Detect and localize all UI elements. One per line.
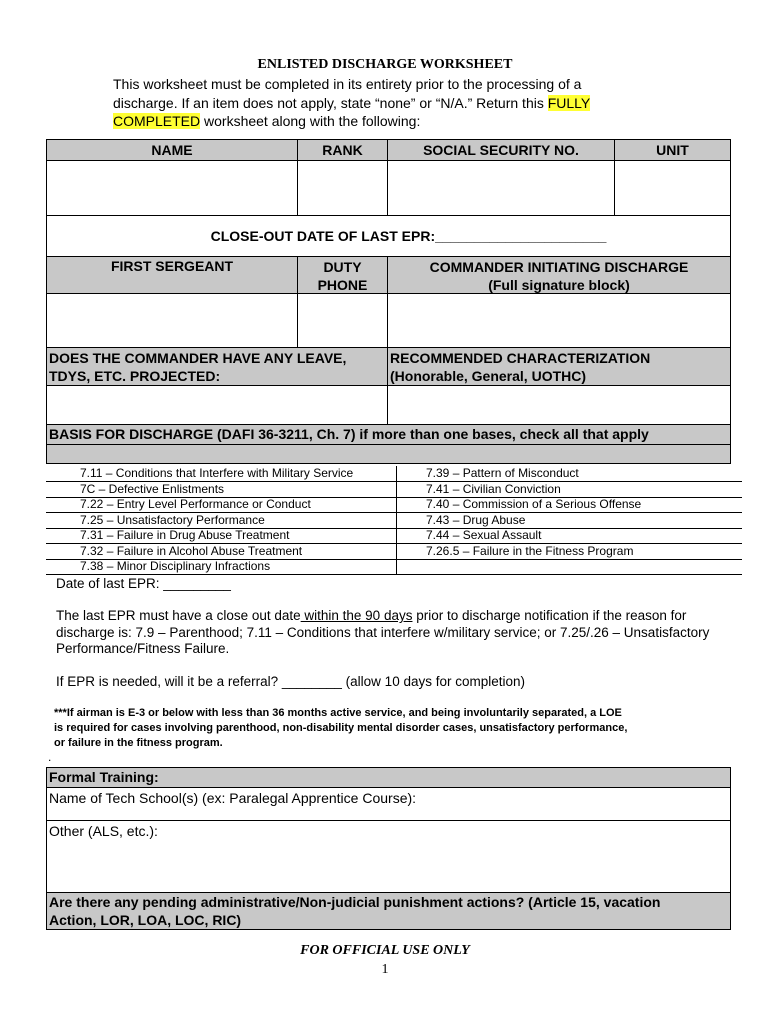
e3-note: ***If airman is E-3 or below with less than 36 months active service, and being involuntarily separated, a LOE is required for cases involving parenthood, non-disability mental disorder cases, unsatisfactory performance, or failure in the fitness program.: [54, 707, 628, 749]
header-rank: RANK: [297, 139, 388, 161]
basis-option-7-44[interactable]: 7.44 – Sexual Assault: [426, 528, 542, 542]
rank-field[interactable]: [297, 160, 388, 216]
highlight-fully: FULLY: [547, 94, 591, 111]
referral-question[interactable]: If EPR is needed, will it be a referral? ________ (allow 10 days for completion): [56, 674, 525, 689]
commander-field[interactable]: [387, 293, 731, 348]
document-title: ENLISTED DISCHARGE WORKSHEET: [257, 57, 513, 72]
basis-option-7-43[interactable]: 7.43 – Drug Abuse: [426, 513, 526, 527]
basis-option-7-11[interactable]: 7.11 – Conditions that Interfere with Military Service: [80, 466, 354, 480]
page-number: 1: [381, 962, 389, 977]
header-ssn: SOCIAL SECURITY NO.: [387, 139, 615, 161]
intro-line-1: This worksheet must be completed in its entirety prior to the processing of a: [113, 76, 582, 92]
date-last-epr[interactable]: Date of last EPR: _________: [56, 576, 231, 591]
tech-school-field[interactable]: Name of Tech School(s) (ex: Paralegal Apprentice Course):: [46, 787, 731, 821]
basis-option-7-32[interactable]: 7.32 – Failure in Alcohol Abuse Treatment: [80, 544, 303, 558]
first-sergeant-field[interactable]: [46, 293, 298, 348]
basis-option-7-39[interactable]: 7.39 – Pattern of Misconduct: [426, 466, 579, 480]
header-commander: COMMANDER INITIATING DISCHARGE (Full signature block): [387, 256, 731, 294]
ssn-field[interactable]: [387, 160, 615, 216]
characterization-field[interactable]: [387, 385, 731, 425]
basis-option-7-22[interactable]: 7.22 – Entry Level Performance or Conduct: [80, 497, 311, 511]
intro-line-3: COMPLETED worksheet along with the following:: [113, 113, 421, 129]
header-formal-training: Formal Training:: [46, 767, 731, 788]
basis-option-7-25[interactable]: 7.25 – Unsatisfactory Performance: [80, 513, 265, 527]
header-unit: UNIT: [614, 139, 731, 161]
epr-paragraph: The last EPR must have a close out date within the 90 days prior to discharge notification if the reason for discharge is: 7.9 – Parenthood; 7.11 – Conditions that interfere w/military service; or 7.25/.26 – Unsatisfactory Performance/Fitness Failure.: [56, 608, 710, 656]
intro-paragraph: [113, 75, 673, 131]
basis-option-7-41[interactable]: 7.41 – Civilian Conviction: [426, 482, 561, 496]
basis-option-7-38[interactable]: 7.38 – Minor Disciplinary Infractions: [80, 559, 271, 573]
closeout-date-row[interactable]: CLOSE-OUT DATE OF LAST EPR:______________________: [46, 215, 731, 257]
fouo-footer: FOR OFFICIAL USE ONLY: [300, 943, 470, 958]
duty-phone-field[interactable]: [297, 293, 388, 348]
header-characterization: RECOMMENDED CHARACTERIZATION (Honorable, General, UOTHC): [387, 347, 731, 386]
basis-option-7-31[interactable]: 7.31 – Failure in Drug Abuse Treatment: [80, 528, 290, 542]
header-basis: BASIS FOR DISCHARGE (DAFI 36-3211, Ch. 7) if more than one bases, check all that apply: [46, 424, 731, 445]
basis-gray-row: [46, 444, 731, 464]
highlight-completed: COMPLETED: [113, 113, 201, 129]
basis-option-7c[interactable]: 7C – Defective Enlistments: [80, 482, 225, 496]
header-first-sergeant: FIRST SERGEANT: [46, 256, 298, 294]
basis-option-7-40[interactable]: 7.40 – Commission of a Serious Offense: [426, 497, 642, 511]
stray-dot: .: [48, 750, 52, 764]
unit-field[interactable]: [614, 160, 731, 216]
other-training-field[interactable]: Other (ALS, etc.):: [46, 820, 731, 893]
header-leave: DOES THE COMMANDER HAVE ANY LEAVE, TDYS, ETC. PROJECTED:: [46, 347, 388, 386]
intro-line-2: discharge. If an item does not apply, state “none” or “N/A.” Return this FULLY: [113, 94, 591, 111]
header-duty-phone: DUTY PHONE: [297, 256, 388, 294]
leave-field[interactable]: [46, 385, 388, 425]
pending-actions-question[interactable]: Are there any pending administrative/Non-judicial punishment actions? (Article 15, vacation Action, LOR, LOA, LOC, RIC): [46, 892, 731, 930]
header-name: NAME: [46, 139, 298, 161]
name-field[interactable]: [46, 160, 298, 216]
basis-option-7-26-5[interactable]: 7.26.5 – Failure in the Fitness Program: [426, 544, 634, 558]
